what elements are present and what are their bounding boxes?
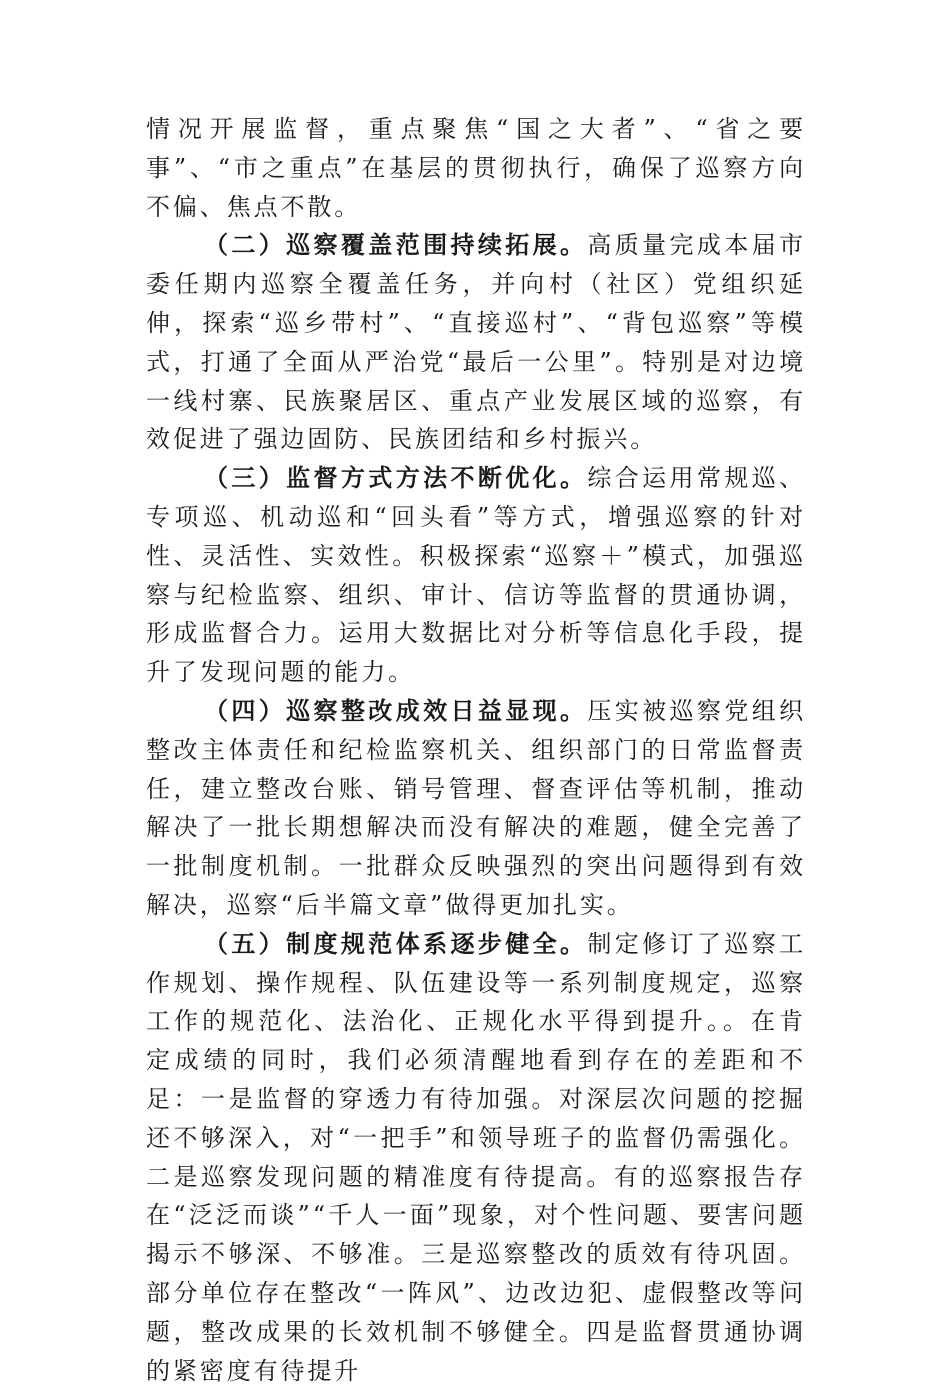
paragraph-body: 综合运用常规巡、专项巡、机动巡和“回头看”等方式，增强巡察的针对性、灵活性、实效性。积极探索“巡察＋”模式，加强巡察与纪检监察、组织、审计、信访等监督的贯通协调，形成监督合力。运用大数据比对分析等信息化手段，提升了发现问题的能力。 [146,464,806,687]
paragraph-section-2 [146,226,806,459]
paragraph-body: 制定修订了巡察工作规划、操作规程、队伍建设等一系列制度规定，巡察工作的规范化、法治化、正规化水平得到提升。。在肯定成绩的同时，我们必须清醒地看到存在的差距和不足：一是监督的穿透力有待加强。对深层次问题的挖掘还不够深入，对“一把手”和领导班子的监督仍需强化。二是巡察发现问题的精准度有待提高。有的巡察报告存在“泛泛而谈”“千人一面”现象，对个性问题、要害问题揭示不够深、不够准。三是巡察整改的质效有待巩固。部分单位存在整改“一阵风”、边改边犯、虚假整改等问题，整改成果的长效机制不够健全。四是监督贯通协调的紧密度有待提升 [146,929,806,1385]
section-heading: （五）制度规范体系逐步健全。 [204,928,588,958]
section-heading: （三）监督方式方法不断优化。 [204,463,588,493]
section-heading: （二）巡察覆盖范围持续拓展。 [204,230,588,260]
paragraph-section-4 [146,692,806,925]
paragraph-body: 压实被巡察党组织整改主体责任和纪检监察机关、组织部门的日常监督责任，建立整改台账、销号管理、督查评估等机制，推动解决了一批长期想解决而没有解决的难题，健全完善了一批制度机制。一批群众反映强烈的突出问题得到有效解决，巡察“后半篇文章”做得更加扎实。 [146,696,806,919]
paragraph-continuation [146,110,806,226]
paragraph-section-3 [146,459,806,692]
paragraph-section-5 [146,925,806,1390]
paragraph-body: 高质量完成本届市委任期内巡察全覆盖任务，并向村（社区）党组织延伸，探索“巡乡带村”、“直接巡村”、“背包巡察”等模式，打通了全面从严治党“最后一公里”。特别是对边境一线村寨、民族聚居区、重点产业发展区域的巡察，有效促进了强边固防、民族团结和乡村振兴。 [146,231,806,454]
section-heading: （四）巡察整改成效日益显现。 [204,695,588,725]
document-page [146,110,806,1390]
paragraph-body: 情况开展监督，重点聚焦“国之大者”、“省之要事”、“市之重点”在基层的贯彻执行，确保了巡察方向不偏、焦点不散。 [146,115,806,221]
